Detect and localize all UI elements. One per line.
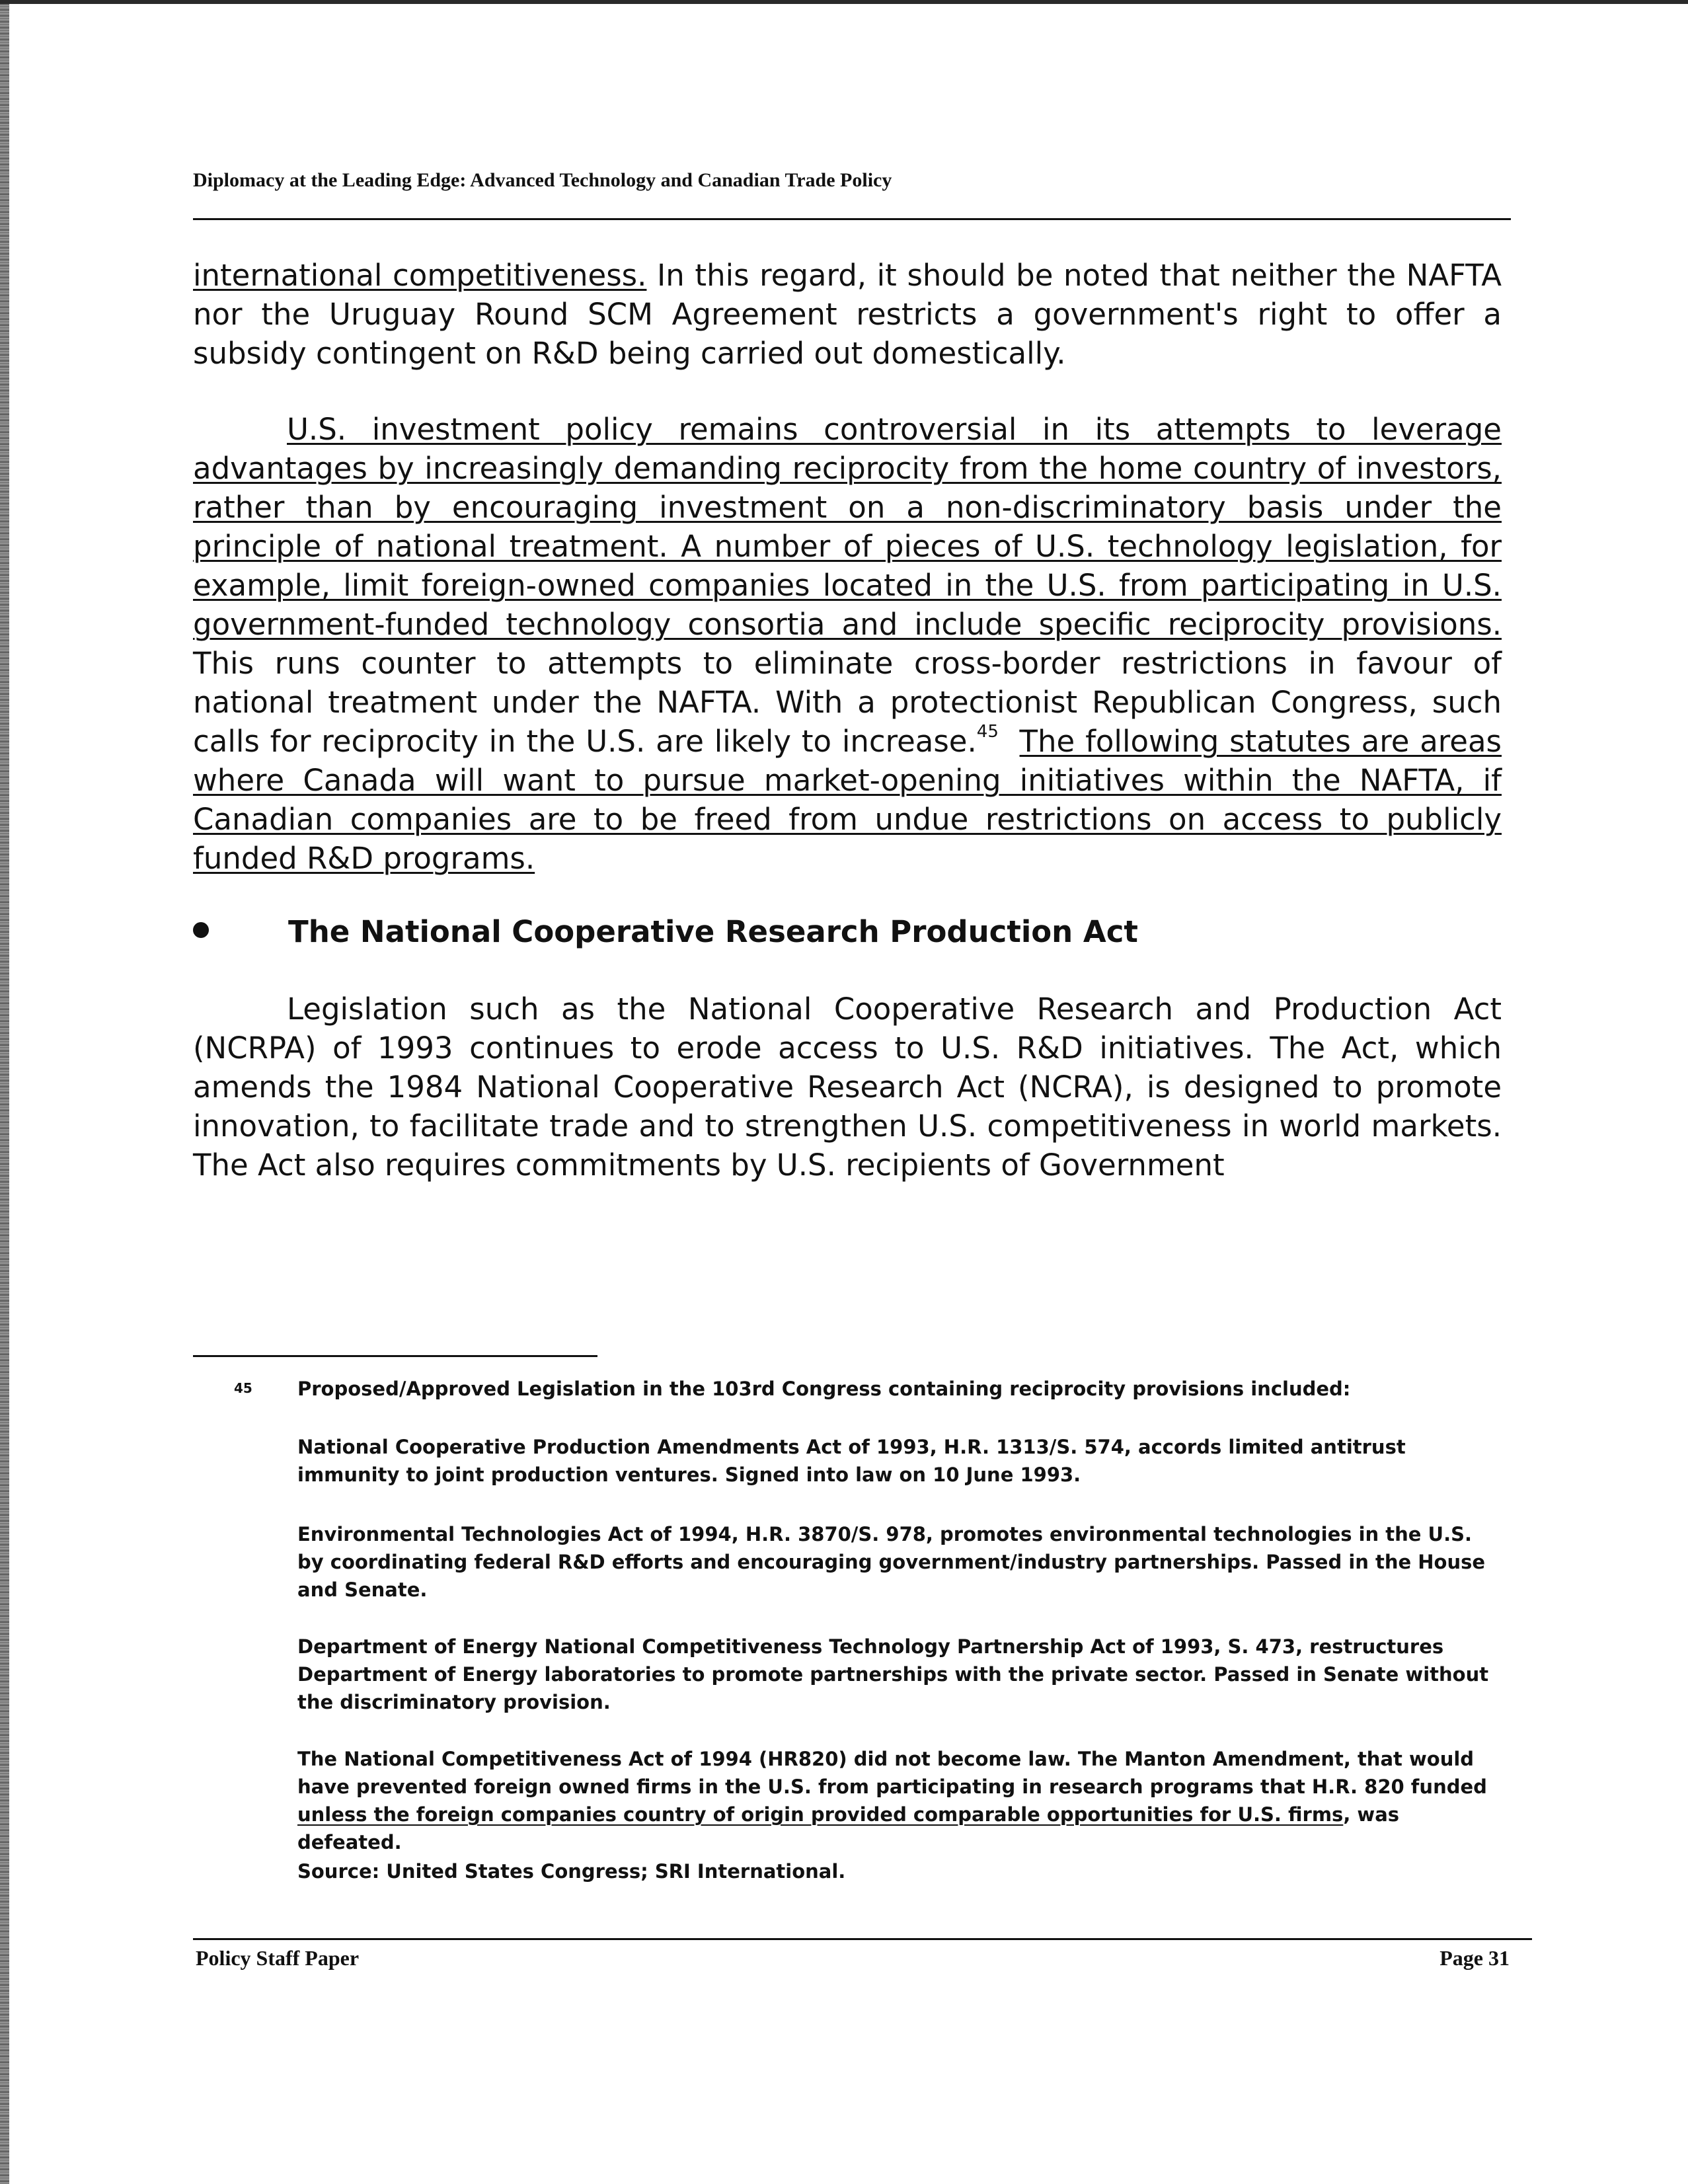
para1-underlined: international competitiveness. <box>193 258 647 293</box>
footnote-item-1: National Cooperative Production Amendments Act of 1993, H.R. 1313/S. 574, accords limited antitrust immunity to joint production ventures. Signed into law on 10 June 1993. <box>297 1436 1406 1486</box>
header-rule <box>193 218 1511 220</box>
para1-text: In this regard, it should be noted that neither the NAFTA nor the Uruguay Round SCM Agreement restricts a government's right to offer a subsidy contingent on R&D being carried out domestically. <box>193 258 1502 371</box>
footer-rule <box>193 1938 1532 1940</box>
footnote-item-4-underlined: unless the foreign companies country of origin provided comparable opportunities for U.S. firms <box>297 1803 1344 1826</box>
footnote-item-4-text-a: The National Competitiveness Act of 1994 (HR820) did not become law. The Manton Amendment, that would have prevented foreign owned firms in the U.S. from participating in research programs that H.R. 820 funded <box>297 1748 1487 1798</box>
bullet-icon <box>193 922 209 938</box>
paragraph-2 <box>193 410 1502 878</box>
footnote-item-2: Environmental Technologies Act of 1994, H.R. 3870/S. 978, promotes environmental technologies in the U.S. by coordinating federal R&D efforts and encouraging government/industry partnerships. Passed in the House and Senate. <box>297 1523 1486 1601</box>
footnote-intro: Proposed/Approved Legislation in the 103rd Congress containing reciprocity provisions included: <box>297 1378 1351 1400</box>
footnote-item-3: Department of Energy National Competitiveness Technology Partnership Act of 1993, S. 473, restructures Department of Energy laboratories to promote partnerships with the private sector. Passed in Senate without the discriminatory provision. <box>297 1635 1489 1713</box>
scan-edge <box>0 0 9 2184</box>
footer-left: Policy Staff Paper <box>196 1946 360 1970</box>
bullet-heading-text: The National Cooperative Research Production Act <box>288 914 1138 949</box>
para3-text: Legislation such as the National Cooperative Research and Production Act (NCRPA) of 1993 continues to erode access to U.S. R&D initiatives. The Act, which amends the 1984 National Cooperative Research Act (NCRA), is designed to promote innovation, to facilitate trade and to strengthen U.S. competitiveness in world markets. The Act also requires commitments by U.S. recipients of Government <box>193 992 1502 1183</box>
paragraph-1 <box>193 256 1502 373</box>
page-number: Page 31 <box>1439 1946 1510 1970</box>
paragraph-3 <box>193 990 1502 1185</box>
footnote-item-4 <box>297 1745 1490 1856</box>
para2-text: This runs counter to attempts to eliminate cross-border restrictions in favour of national treatment under the NAFTA. With a protectionist Republican Congress, such calls for reciprocity in the U.S. are likely to increase. <box>193 646 1502 759</box>
para2-underlined-a: U.S. investment policy remains controversial in its attempts to leverage advantages by increasingly demanding reciprocity from the home country of investors, rather than by encouraging investment on a non-discriminatory basis under the principle of national treatment. A number of pieces of U.S. technology legislation, for example, limit foreign-owned companies located in the U.S. from participating in U.S. government-funded technology consortia and include specific reciprocity provisions. <box>193 412 1502 642</box>
scan-top-edge <box>0 0 1688 4</box>
footnote-rule <box>193 1355 597 1357</box>
bullet-heading <box>193 912 1138 951</box>
running-header: Diplomacy at the Leading Edge: Advanced Technology and Canadian Trade Policy <box>193 169 892 191</box>
para2-underlined-b: The following statutes are areas where Canada will want to pursue market-opening initiatives within the NAFTA, if Canadian companies are to be freed from undue restrictions on access to publicly funded R&D programs. <box>193 724 1502 876</box>
footnote-source: Source: United States Congress; SRI International. <box>297 1860 846 1883</box>
footnote-number: 45 <box>234 1380 252 1396</box>
footnote-ref: 45 <box>976 722 999 742</box>
footnote-item-4-text-b: , was defeated. <box>297 1803 1400 1853</box>
